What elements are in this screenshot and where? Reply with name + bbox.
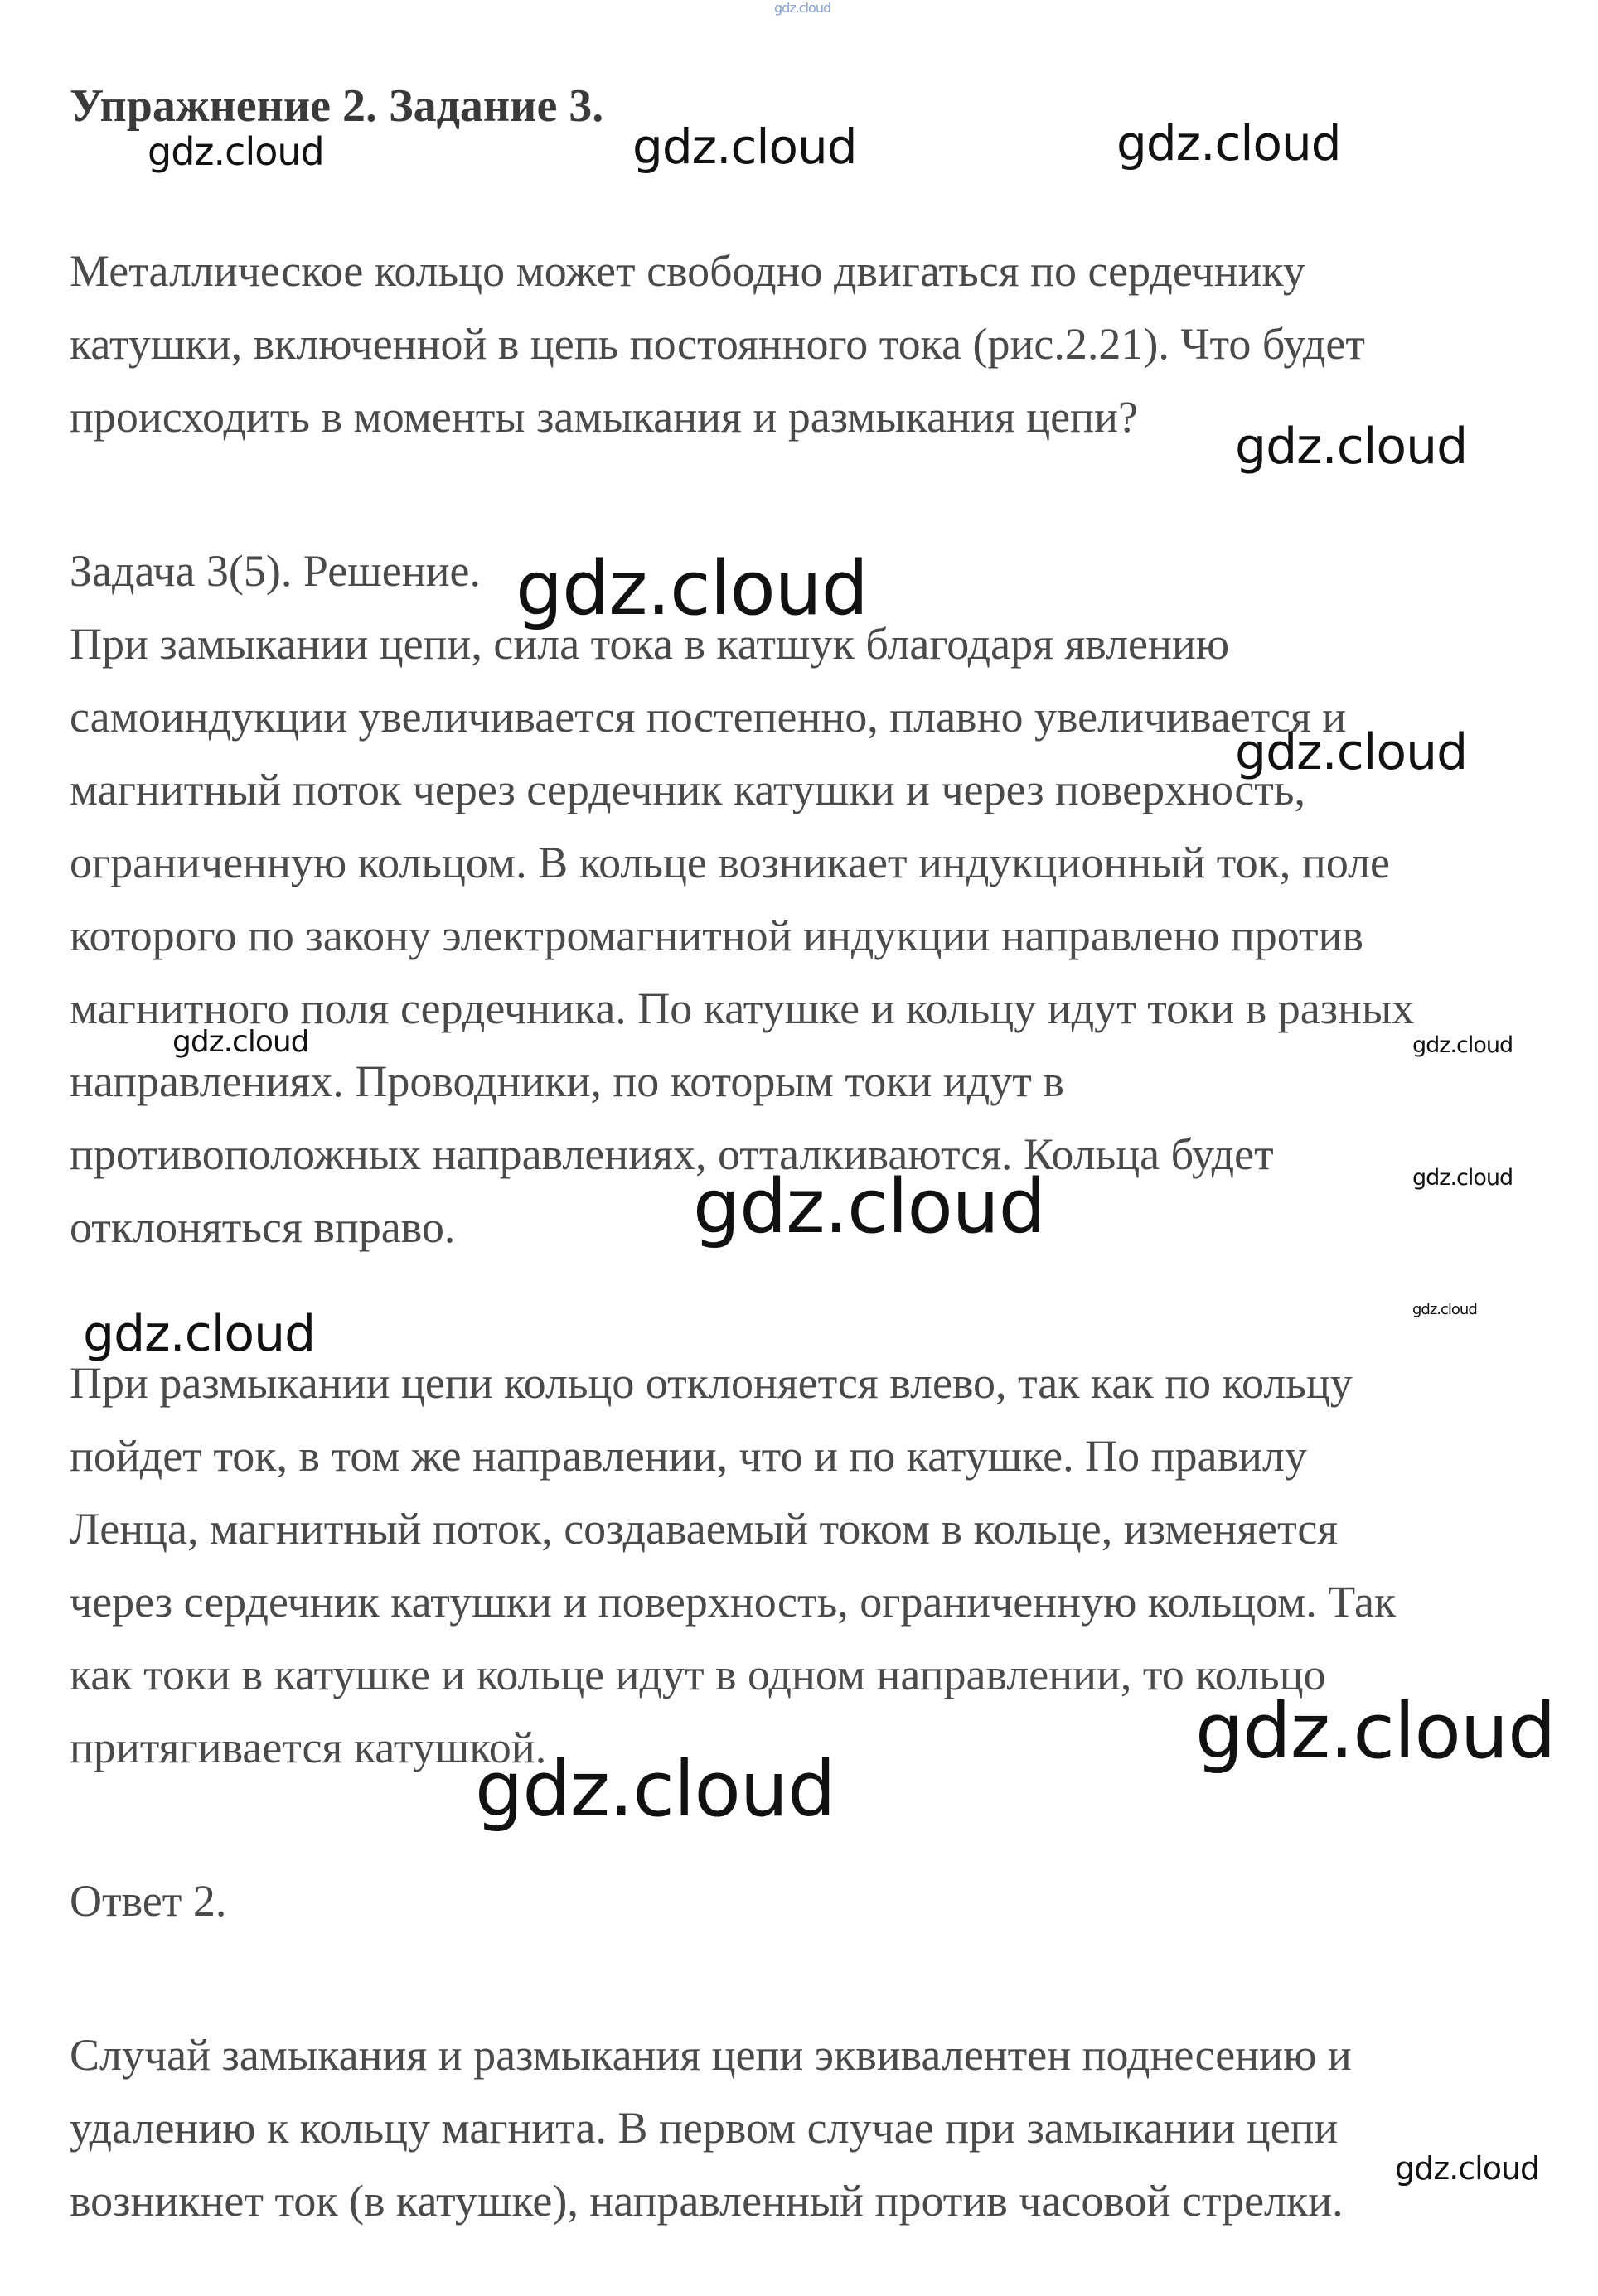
watermark-logo: gdz.cloud (632, 118, 857, 175)
text-line: направлениях. Проводники, по которым токи идут в (70, 1056, 1064, 1106)
text-line: как токи в катушке и кольце идут в одном направлении, то кольцо (70, 1650, 1326, 1699)
text-line: притягивается катушкой. (70, 1723, 547, 1772)
text-line: катушки, включенной в цепь постоянного тока (рис.2.21). Что будет (70, 319, 1365, 369)
solution-block (70, 534, 1548, 1264)
watermark-logo: gdz.cloud (1116, 115, 1341, 172)
text-line: ограниченную кольцом. В кольце возникает индукционный ток, поле (70, 838, 1391, 887)
watermark-logo: gdz.cloud (1412, 1301, 1477, 1318)
text-line: пойдет ток, в том же направлении, что и по катушке. По правилу (70, 1431, 1307, 1481)
watermark-logo: gdz.cloud (693, 1163, 1045, 1250)
text-line: Случай замыкания и размыкания цепи эквивалентен поднесению и (70, 2030, 1352, 2080)
watermark-logo: gdz.cloud (516, 545, 868, 632)
answer-block (70, 1864, 1548, 1937)
solution-text (70, 534, 1548, 1264)
watermark-logo: gdz.cloud (1412, 1032, 1513, 1058)
solution-heading: Задача 3(5). Решение. (70, 546, 481, 596)
text-line: При размыкании цепи кольцо отклоняется влево, так как по кольцу (70, 1358, 1353, 1408)
explanation-text (70, 2018, 1548, 2237)
text-line: происходить в моменты замыкания и размыкания цепи? (70, 392, 1138, 442)
text-line: При замыкании цепи, сила тока в катшук благодаря явлению (70, 619, 1230, 669)
page-title: Упражнение 2. Задание 3. (70, 80, 604, 132)
text-line: удалению к кольцу магнита. В первом случае при замыкании цепи (70, 2103, 1339, 2153)
text-line: отклоняться вправо. (70, 1202, 456, 1252)
watermark-logo: gdz.cloud (1412, 1165, 1513, 1191)
watermark-logo: gdz.cloud (1235, 418, 1468, 476)
answer-text: Ответ 2. (70, 1876, 227, 1926)
watermark-logo: gdz.cloud (1235, 723, 1468, 781)
explanation-block (70, 2018, 1548, 2237)
watermark-logo: gdz.cloud (774, 0, 831, 16)
watermark-logo: gdz.cloud (148, 129, 324, 174)
watermark-logo: gdz.cloud (1195, 1687, 1556, 1776)
text-line: возникнет ток (в катушке), направленный против часовой стрелки. (70, 2176, 1344, 2226)
text-line: Ленца, магнитный поток, создаваемый током в кольце, изменяется (70, 1504, 1339, 1554)
text-line: которого по закону электромагнитной индукции направлено против (70, 911, 1364, 960)
watermark-logo: gdz.cloud (172, 1025, 309, 1059)
text-line: противоположных направлениях, отталкиваются. Кольца будет (70, 1129, 1274, 1179)
text-line: магнитный поток через сердечник катушки и через поверхность, (70, 765, 1306, 814)
watermark-logo: gdz.cloud (1395, 2150, 1540, 2187)
watermark-logo: gdz.cloud (83, 1305, 316, 1363)
text-line: магнитного поля сердечника. По катушке и кольцу идут токи в разных (70, 984, 1415, 1033)
text-line: через сердечник катушки и поверхность, ограниченную кольцом. Так (70, 1577, 1397, 1627)
text-line: Металлическое кольцо может свободно двигаться по сердечнику (70, 246, 1305, 296)
watermark-logo: gdz.cloud (475, 1745, 835, 1834)
text-line: самоиндукции увеличивается постепенно, плавно увеличивается и (70, 692, 1347, 742)
